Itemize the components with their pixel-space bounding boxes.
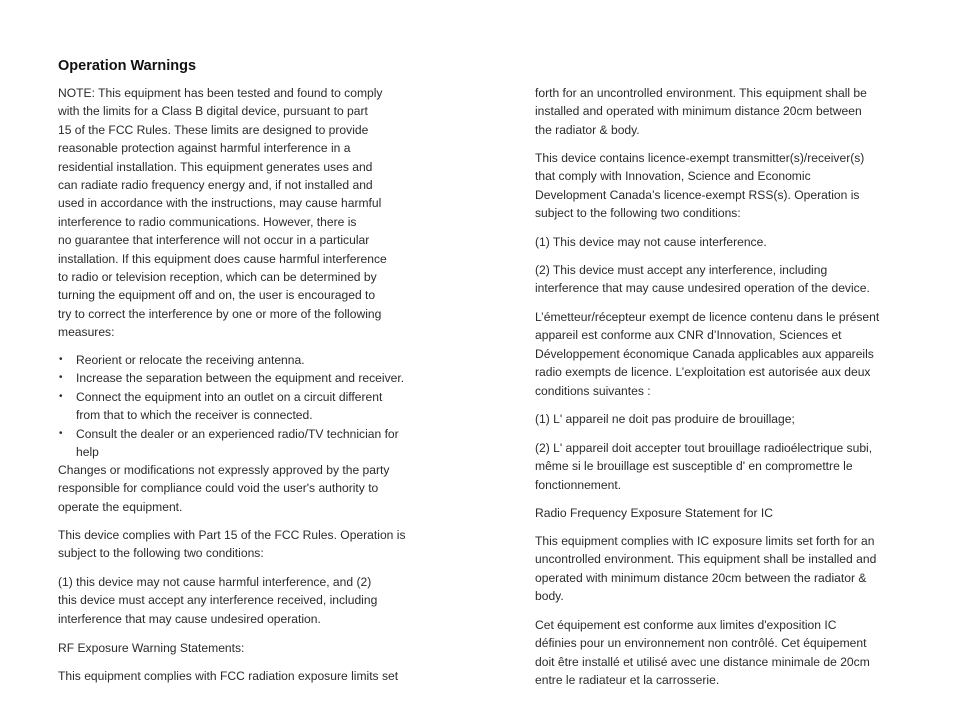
list-item: • Reorient or relocate the receiving antenna. xyxy=(58,351,404,369)
ic-statement-paragraph: This device contains licence-exempt transmitter(s)/receiver(s) that comply with Innovation, Science and Economic Development Canada’s licence-exempt RSS(s). Operation is subject to the following two conditions: xyxy=(535,151,865,221)
rf-continued-paragraph: forth for an uncontrolled environment. This equipment shall be installed and operated with minimum distance 20cm between the radiator & body. xyxy=(535,86,867,137)
french-statement-paragraph: L’émetteur/récepteur exempt de licence contenu dans le présent appareil est conforme aux CNR d’Innovation, Sciences et Développement économique Canada applicables aux appareils radio exempts de licence. L’exploitation est autorisée aux deux conditions suivantes : xyxy=(535,310,880,398)
french-rf-paragraph: Cet équipement est conforme aux limites d'exposition IC définies pour un environnement non contrôlé. Cet équipement doit être installé et utilisé avec une distance minimale de 20cm entre le radiateur et la carrosserie. xyxy=(535,618,870,688)
ic-condition-2: (2) This device must accept any interference, including interference that may cause undesired operation of the device. xyxy=(535,263,870,296)
list-item: • Consult the dealer or an experienced radio/TV technician for help xyxy=(58,425,404,462)
french-condition-2: (2) L' appareil doit accepter tout brouillage radioélectrique subi, même si le brouillage est susceptible d' en compromettre le fonctionnement. xyxy=(535,441,873,492)
ic-condition-1: (1) This device may not cause interference. xyxy=(535,235,767,249)
list-item: • Increase the separation between the equipment and receiver. xyxy=(58,369,404,387)
measures-list xyxy=(58,351,404,461)
changes-paragraph: Changes or modifications not expressly approved by the party responsible for compliance could void the user's authority to operate the equipment. xyxy=(58,463,390,514)
rf-ic-heading: Radio Frequency Exposure Statement for IC xyxy=(535,506,773,520)
list-item: • Connect the equipment into an outlet on a circuit different from that to which the receiver is connected. xyxy=(58,388,404,425)
conditions-paragraph: (1) this device may not cause harmful interference, and (2) this device must accept any interference received, including interference that may cause undesired operation. xyxy=(58,575,378,626)
rf-ic-paragraph: This equipment complies with IC exposure limits set forth for an uncontrolled environment. This equipment shall be installed and operated with minimum distance 20cm between the radiator & body. xyxy=(535,534,877,604)
fcc-note-paragraph: NOTE: This equipment has been tested and found to comply with the limits for a Class B digital device, pursuant to part 15 of the FCC Rules. These limits are designed to provide reasonable protection against harmful interference in a residential installation. This equipment generates uses and can radiate radio frequency energy and, if not installed and used in accordance with the instructions, may cause harmful interference to radio communications. However, there is no guarantee that interference will not occur in a particular installation. If this equipment does cause harmful interference to radio or television reception, which can be determined by turning the equipment off and on, the user is encouraged to try to correct the interference by one or more of the following measures: xyxy=(58,86,387,340)
rf-exposure-heading: RF Exposure Warning Statements: xyxy=(58,641,245,655)
part15-paragraph: This device complies with Part 15 of the FCC Rules. Operation is subject to the following two conditions: xyxy=(58,528,406,561)
rf-exposure-paragraph: This equipment complies with FCC radiation exposure limits set xyxy=(58,669,399,683)
french-condition-1: (1) L' appareil ne doit pas produire de brouillage; xyxy=(535,412,795,426)
page-heading: Operation Warnings xyxy=(58,58,197,74)
